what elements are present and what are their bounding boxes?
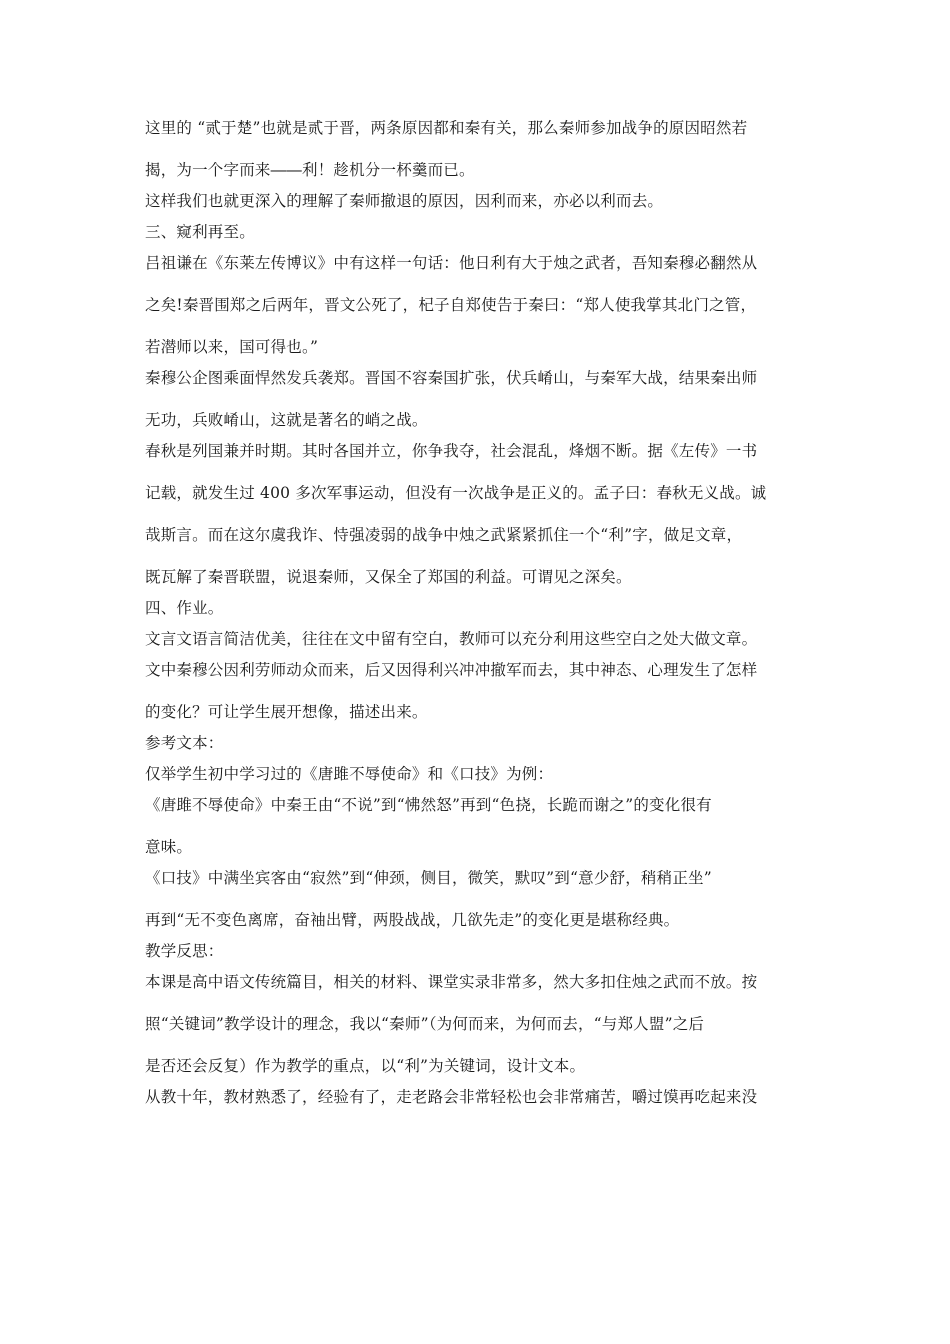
paragraph: [145, 733, 813, 753]
text-line: 吕祖谦在《东莱左传博议》中有这样一句话：他日利有大于烛之武者，吾知秦穆必翻然从: [145, 254, 758, 272]
text-line: 无功，兵败崤山，这就是著名的峭之战。: [145, 411, 428, 429]
text-line: 是否还会反复）作为教学的重点，以“利”为关键词，设计文本。: [145, 1057, 586, 1075]
paragraph: [145, 191, 813, 211]
text-line: 文中秦穆公因利劳师动众而来，后又因得利兴冲冲撤军而去，其中神态、心理发生了怎样: [145, 661, 758, 679]
paragraph: [145, 868, 813, 930]
paragraph: [145, 764, 813, 784]
text-line: 记载，就发生过 400 多次军事运动，但没有一次战争是正义的。孟子曰：春秋无义战。诚: [145, 484, 767, 502]
paragraph: [145, 1087, 813, 1107]
text-line: 《唐雎不辱使命》中秦王由“不说”到“怫然怒”再到“色挠，长跪而谢之”的变化很有: [145, 796, 712, 814]
document-body: [145, 118, 813, 1107]
text-line: 四、作业。: [145, 599, 224, 617]
text-line: 文言文语言简洁优美，往往在文中留有空白，教师可以充分利用这些空白之处大做文章。: [145, 630, 758, 648]
text-line: 春秋是列国兼并时期。其时各国并立，你争我夺，社会混乱，烽烟不断。据《左传》一书: [145, 442, 758, 460]
text-line: 这样我们也就更深入的理解了秦师撤退的原因，因利而来，亦必以利而去。: [145, 192, 664, 210]
text-line: 的变化？可让学生展开想像，描述出来。: [145, 703, 428, 721]
text-line: 照“关键词”教学设计的理念，我以“秦师”（为何而来，为何而去，“与郑人盟”之后: [145, 1015, 705, 1033]
section-heading: [145, 941, 813, 961]
text-line: 从教十年，教材熟悉了，经验有了，走老路会非常轻松也会非常痛苦，嚼过馍再吃起来没: [145, 1088, 758, 1106]
text-line: 之矣!秦晋围郑之后两年，晋文公死了，杞子自郑使告于秦曰：“郑人使我掌其北门之管，: [145, 296, 757, 314]
text-line: 若潜师以来，国可得也。”: [145, 338, 319, 356]
text-line: 本课是高中语文传统篇目，相关的材料、课堂实录非常多，然大多扣住烛之武而不放。按: [145, 973, 758, 991]
paragraph: [145, 795, 813, 857]
text-line: 既瓦解了秦晋联盟，说退秦师，又保全了郑国的利益。可谓见之深矣。: [145, 568, 632, 586]
text-line: 揭，为一个字而来――利！趁机分一杯羹而已。: [145, 161, 475, 179]
paragraph: [145, 629, 813, 649]
text-line: 参考文本：: [145, 734, 224, 752]
section-heading: [145, 222, 813, 242]
paragraph: [145, 253, 813, 357]
text-line: 再到“无不变色离席，奋袖出臂，两股战战，几欲先走”的变化更是堪称经典。: [145, 911, 680, 929]
text-line: 三、窥利再至。: [145, 223, 255, 241]
text-line: 教学反思：: [145, 942, 224, 960]
text-line: 《口技》中满坐宾客由“寂然”到“伸颈，侧目，微笑，默叹”到“意少舒，稍稍正坐”: [145, 869, 712, 887]
paragraph: [145, 368, 813, 430]
section-heading: [145, 598, 813, 618]
text-line: 意味。: [145, 838, 193, 856]
paragraph: [145, 660, 813, 722]
paragraph: [145, 972, 813, 1076]
text-line: 这里的 “贰于楚”也就是贰于晋，两条原因都和秦有关，那么秦师参加战争的原因昭然若: [145, 119, 748, 137]
paragraph: [145, 118, 813, 180]
text-line: 哉斯言。而在这尔虞我诈、恃强凌弱的战争中烛之武紧紧抓住一个“利”字，做足文章，: [145, 526, 743, 544]
text-line: 秦穆公企图乘面悍然发兵袭郑。晋国不容秦国扩张，伏兵崤山，与秦军大战，结果秦出师: [145, 369, 758, 387]
paragraph: [145, 441, 813, 587]
text-line: 仅举学生初中学习过的《唐雎不辱使命》和《口技》为例：: [145, 765, 554, 783]
